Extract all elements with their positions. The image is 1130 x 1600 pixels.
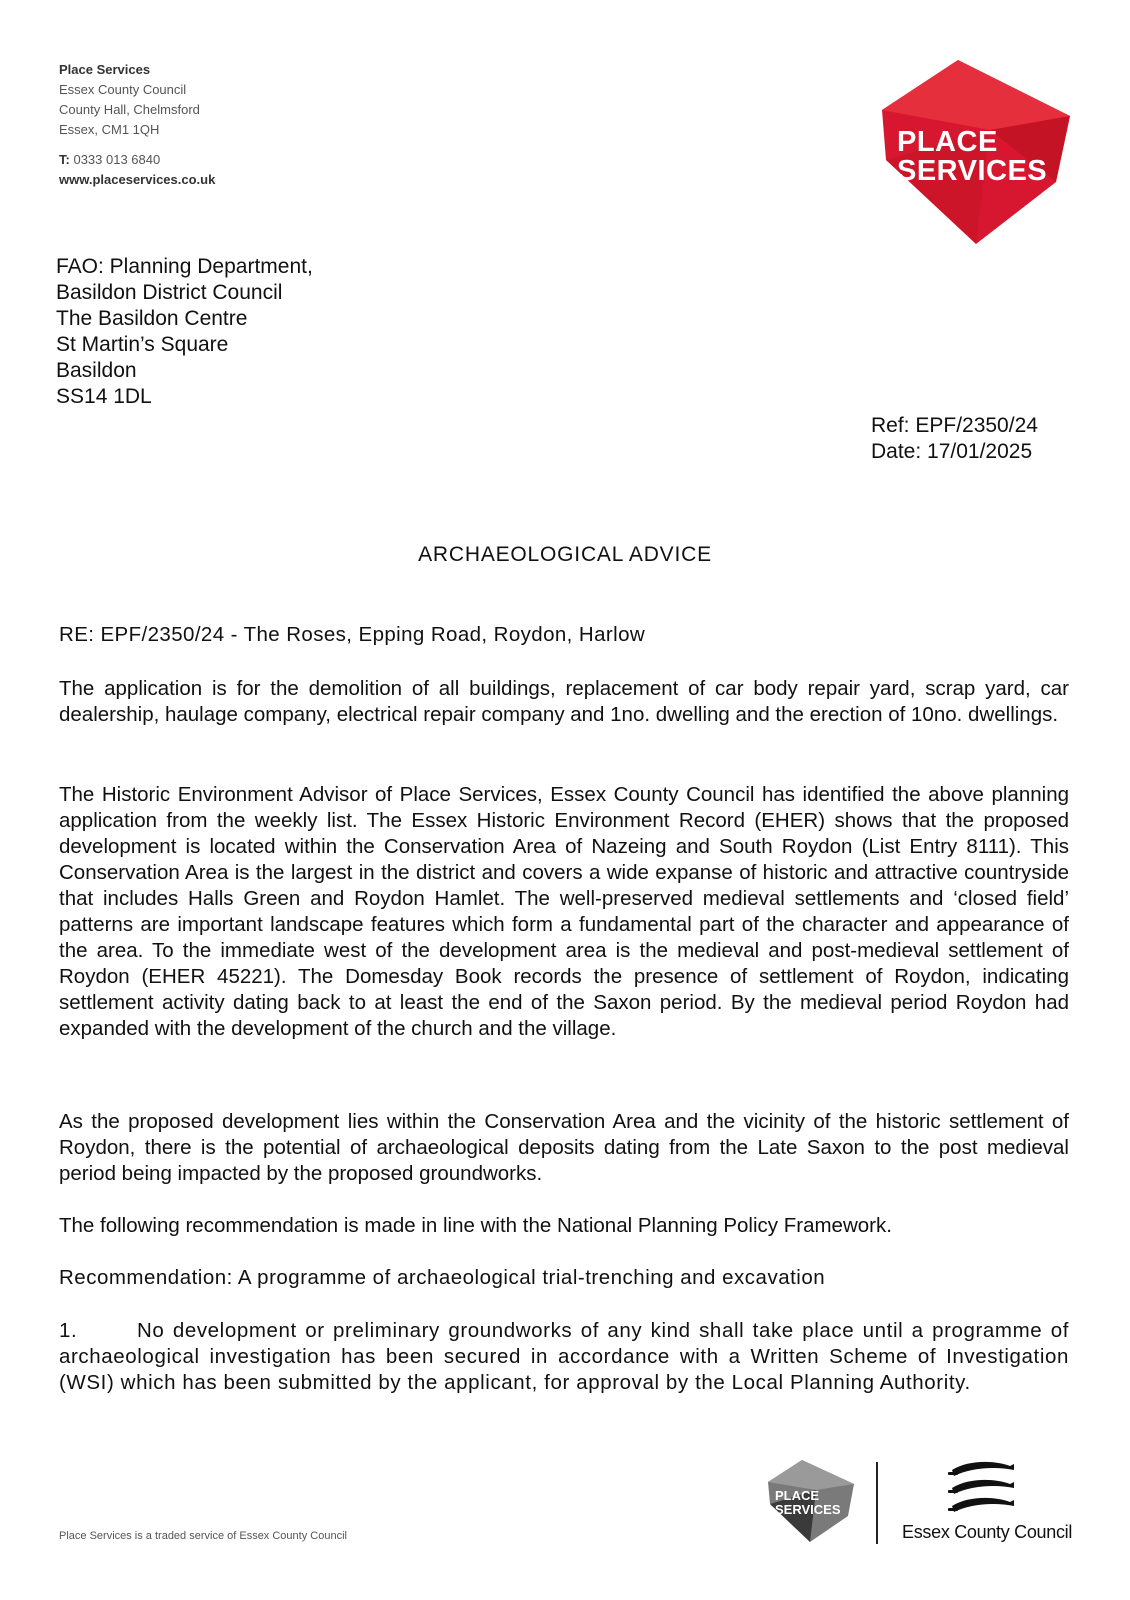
paragraph-application: The application is for the demolition of all buildings, replacement of car body repair yard, scrap yard, car dealership, haulage company, electrical repair company and 1no. dwelling and the erection of 10no. dwellings. xyxy=(59,677,1069,726)
re-line: RE: EPF/2350/24 - The Roses, Epping Road, Roydon, Harlow xyxy=(59,623,646,646)
sender-telephone xyxy=(59,150,215,170)
sender-address-block xyxy=(59,60,215,190)
reference-block xyxy=(871,413,1038,465)
recipient-line-5: Basildon xyxy=(56,359,137,382)
condition-1 xyxy=(59,1318,1069,1396)
paragraph-history: The Historic Environment Advisor of Place Services, Essex County Council has identified the above planning application from the weekly list. The Essex Historic Environment Record (EHER) shows that the proposed development is located within the Conservation Area of Nazeing and South Roydon (List Entry 8111). This Conservation Area is the largest in the district and covers a wide expanse of historic and attractive countryside that includes Halls Green and Roydon Hamlet. The well-preserved medieval settlements and ‘closed field’ patterns are important landscape features which form a fundamental part of the character and appearance of the area. To the immediate west of the development area is the medieval and post-medieval settlement of Roydon (EHER 45221). The Domesday Book records the presence of settlement of Roydon, indicating settlement activity dating back to at least the end of the Saxon period. By the medieval period Roydon had expanded with the development of the church and the village. xyxy=(59,783,1069,1040)
recipient-line-1: FAO: Planning Department, xyxy=(56,255,313,278)
telephone-number: 0333 013 6840 xyxy=(73,152,161,167)
condition-text: No development or preliminary groundworks of any kind shall take place until a programme of archaeological investigation has been secured in accordance with a Written Scheme of Investigation (WSI) which has been submitted by the applicant, for approval by the Local Planning Authority. xyxy=(59,1319,1069,1394)
recommendation-line: Recommendation: A programme of archaeological trial-trenching and excavation xyxy=(59,1266,826,1289)
sender-website: www.placeservices.co.uk xyxy=(59,172,216,187)
essex-county-council-name: Essex County Council xyxy=(902,1522,1073,1542)
logo-line-services: SERVICES xyxy=(897,155,1048,187)
logo-line-place: PLACE xyxy=(897,126,998,158)
reference-number: Ref: EPF/2350/24 xyxy=(871,414,1038,437)
small-logo-text xyxy=(775,1489,841,1517)
sender-name: Place Services xyxy=(59,62,151,77)
small-logo-line-services: SERVICES xyxy=(775,1502,841,1517)
footer-note: Place Services is a traded service of Essex County Council xyxy=(59,1530,347,1542)
sender-address-line-1: County Hall, Chelmsford xyxy=(59,102,200,117)
recipient-line-2: Basildon District Council xyxy=(56,281,283,304)
paragraph-framework: The following recommendation is made in line with the National Planning Policy Framework. xyxy=(59,1214,892,1237)
sender-address-line-2: Essex, CM1 1QH xyxy=(59,122,160,137)
footer-divider xyxy=(876,1462,878,1544)
recipient-line-6: SS14 1DL xyxy=(56,385,152,408)
small-logo-line-place: PLACE xyxy=(775,1488,820,1503)
reference-date: Date: 17/01/2025 xyxy=(871,440,1033,463)
essex-seaxes-icon xyxy=(948,1458,1018,1518)
condition-number: 1. xyxy=(59,1319,78,1342)
paragraph-potential: As the proposed development lies within the Conservation Area and the vicinity of the historic settlement of Roydon, there is the potential of archaeological deposits dating from the Late Saxon to the post medieval period being impacted by the proposed groundworks. xyxy=(59,1110,1069,1185)
telephone-label: T: xyxy=(59,152,70,167)
document-heading: ARCHAEOLOGICAL ADVICE xyxy=(418,543,712,566)
place-services-logo-text xyxy=(897,128,1047,186)
recipient-line-4: St Martin’s Square xyxy=(56,333,229,356)
sender-org: Essex County Council xyxy=(59,82,187,97)
recipient-address xyxy=(56,254,313,410)
recipient-line-3: The Basildon Centre xyxy=(56,307,248,330)
